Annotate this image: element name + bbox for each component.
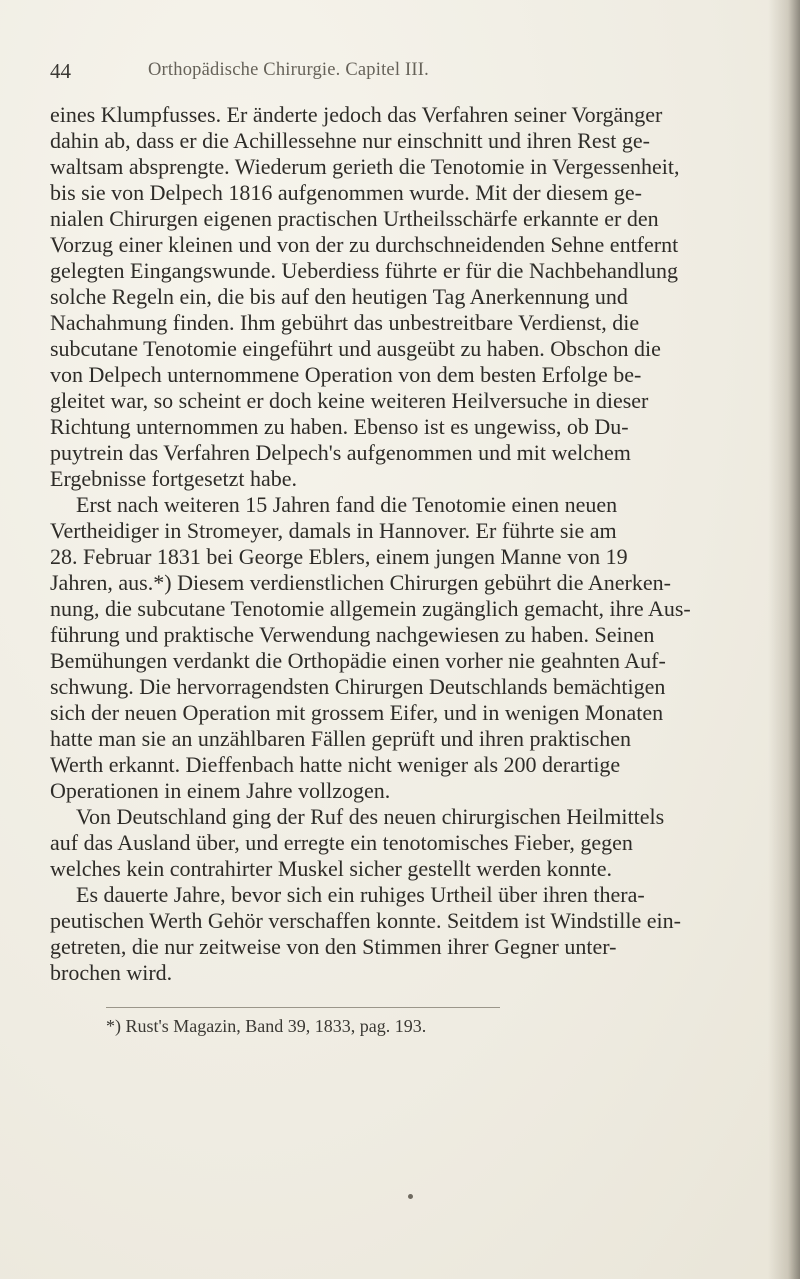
text-line: schwung. Die hervorragendsten Chirurgen Deutschlands bemächtigen — [50, 674, 666, 699]
paper-speck — [408, 1194, 413, 1199]
text-line: subcutane Tenotomie eingeführt und ausgeübt zu haben. Obschon die — [50, 336, 661, 361]
text-line: hatte man sie an unzählbaren Fällen geprüft und ihren praktischen — [50, 726, 631, 751]
text-line: getreten, die nur zeitweise von den Stimmen ihrer Gegner unter- — [50, 934, 617, 959]
text-line: bis sie von Delpech 1816 aufgenommen wurde. Mit der diesem ge- — [50, 180, 643, 205]
page-number: 44 — [50, 59, 71, 83]
text-line: peutischen Werth Gehör verschaffen konnte. Seitdem ist Windstille ein- — [50, 908, 681, 933]
text-line: Werth erkannt. Dieffenbach hatte nicht weniger als 200 derartige — [50, 752, 621, 777]
text-line: von Delpech unternommene Operation von dem besten Erfolge be- — [50, 362, 642, 387]
page-header — [50, 59, 710, 83]
text-line: solche Regeln ein, die bis auf den heutigen Tag Anerkennung und — [50, 284, 628, 309]
text-line: Es dauerte Jahre, bevor sich ein ruhiges Urtheil über ihren thera- — [76, 882, 645, 907]
text-line: dahin ab, dass er die Achillessehne nur einschnitt und ihren Rest ge- — [50, 128, 650, 153]
footnote-rule — [106, 1007, 500, 1008]
text-line: Erst nach weiteren 15 Jahren fand die Tenotomie einen neuen — [76, 492, 618, 517]
text-line: brochen wird. — [50, 960, 173, 985]
text-line: sich der neuen Operation mit grossem Eifer, und in wenigen Monaten — [50, 700, 664, 725]
text-line: führung und praktische Verwendung nachgewiesen zu haben. Seinen — [50, 622, 655, 647]
text-line: welches kein contrahirter Muskel sicher gestellt werden konnte. — [50, 856, 613, 881]
text-line: nung, die subcutane Tenotomie allgemein zugänglich gemacht, ihre Aus- — [50, 596, 691, 621]
text-line: 28. Februar 1831 bei George Eblers, einem jungen Manne von 19 — [50, 544, 628, 569]
text-line: Jahren, aus.*) Diesem verdienstlichen Chirurgen gebührt die Anerken- — [50, 570, 671, 595]
text-line: Vorzug einer kleinen und von der zu durchschneidenden Sehne entfernt — [50, 232, 679, 257]
text-line: Von Deutschland ging der Ruf des neuen chirurgischen Heilmittels — [76, 804, 665, 829]
text-line: eines Klumpfusses. Er änderte jedoch das Verfahren seiner Vorgänger — [50, 102, 663, 127]
text-line: Vertheidiger in Stromeyer, damals in Hannover. Er führte sie am — [50, 518, 617, 543]
text-line: gelegten Eingangswunde. Ueberdiess führte er für die Nachbehandlung — [50, 258, 678, 283]
text-line: waltsam absprengte. Wiederum gerieth die Tenotomie in Vergessenheit, — [50, 154, 680, 179]
text-line: Ergebnisse fortgesetzt habe. — [50, 466, 298, 491]
text-line: Nachahmung finden. Ihm gebührt das unbestreitbare Verdienst, die — [50, 310, 640, 335]
text-line: Bemühungen verdankt die Orthopädie einen vorher nie geahnten Auf- — [50, 648, 666, 673]
text-line: gleitet war, so scheint er doch keine weiteren Heilversuche in dieser — [50, 388, 649, 413]
text-line: nialen Chirurgen eigenen practischen Urtheilsschärfe erkannte er den — [50, 206, 659, 231]
footnote: *) Rust's Magazin, Band 39, 1833, pag. 193. — [106, 1016, 427, 1036]
text-line: Operationen in einem Jahre vollzogen. — [50, 778, 391, 803]
text-line: auf das Ausland über, und erregte ein tenotomisches Fieber, gegen — [50, 830, 633, 855]
text-line: puytrein das Verfahren Delpech's aufgenommen und mit welchem — [50, 440, 631, 465]
text-line: Richtung unternommen zu haben. Ebenso ist es ungewiss, ob Du- — [50, 414, 629, 439]
running-head: Orthopädische Chirurgie. Capitel III. — [148, 60, 429, 80]
